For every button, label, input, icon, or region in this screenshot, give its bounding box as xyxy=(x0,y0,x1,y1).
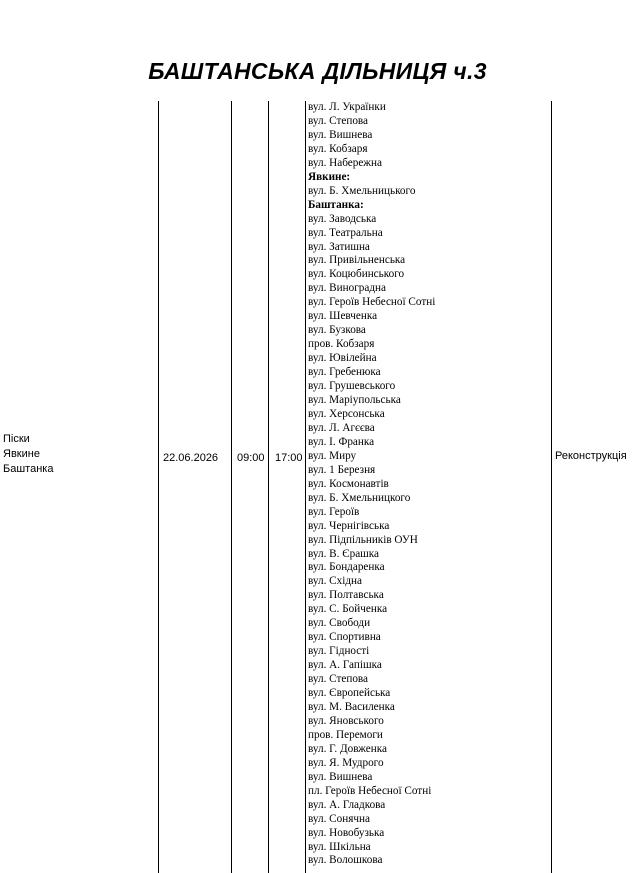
street-item: вул. Б. Хмельницкого xyxy=(308,491,411,504)
street-item: вул. Б. Хмельницького xyxy=(308,184,416,197)
street-item: вул. Підпільників ОУН xyxy=(308,533,418,546)
column-divider xyxy=(551,101,552,873)
settlement-name: Явкине xyxy=(3,448,40,460)
street-item: вул. Європейська xyxy=(308,687,391,700)
street-item: вул. М. Василенка xyxy=(308,700,395,713)
street-item: вул. Привільненська xyxy=(308,254,406,267)
start-time-cell: 09:00 xyxy=(237,452,265,464)
end-time-cell: 17:00 xyxy=(275,452,303,464)
streets-cell xyxy=(308,101,435,868)
settlement-name: Піски xyxy=(3,433,30,445)
street-item: вул. Л. Українки xyxy=(308,101,386,113)
column-divider xyxy=(305,101,306,873)
street-item: пров. Кобзаря xyxy=(308,338,375,351)
column-divider xyxy=(268,101,269,873)
settlements-cell xyxy=(3,432,53,477)
street-item: вул. Грушевського xyxy=(308,380,396,393)
street-item: вул. Степова xyxy=(308,673,369,686)
street-item: вул. 1 Березня xyxy=(308,463,376,476)
page-title: БАШТАНСЬКА ДІЛЬНИЦЯ ч.3 xyxy=(148,58,487,84)
street-item: вул. Героїв Небесної Сотні xyxy=(308,296,436,309)
street-item: вул. Сонячна xyxy=(308,812,370,825)
street-item: вул. Бондаренка xyxy=(308,561,385,574)
street-item: вул. Ювілейна xyxy=(308,352,377,365)
street-item: пл. Героїв Небесної Сотні xyxy=(308,784,432,797)
street-item: вул. Чернігівська xyxy=(308,519,390,532)
street-item: вул. Заводська xyxy=(308,212,377,225)
street-item: вул. А. Гапішка xyxy=(308,659,382,672)
street-item: вул. Бузкова xyxy=(308,324,366,337)
street-item: вул. Волошкова xyxy=(308,854,383,867)
street-item: пров. Перемоги xyxy=(308,728,383,741)
street-item: вул. Гідності xyxy=(308,645,370,658)
street-item: вул. Кобзаря xyxy=(308,142,368,155)
column-divider xyxy=(231,101,232,873)
reason-cell: Реконструкція xyxy=(555,450,627,462)
street-item: вул. Полтавська xyxy=(308,589,384,602)
street-item: вул. Шкільна xyxy=(308,840,371,853)
street-item: вул. Херсонська xyxy=(308,407,385,420)
locality-heading: Явкине: xyxy=(308,170,351,183)
column-divider xyxy=(158,101,159,873)
street-item: вул. Миру xyxy=(308,449,357,462)
settlement-name: Баштанка xyxy=(3,463,54,475)
street-item: вул. Гребенюка xyxy=(308,366,381,379)
locality-heading: Баштанка: xyxy=(308,198,364,211)
street-item: вул. Спортивна xyxy=(308,631,381,644)
street-item: вул. Степова xyxy=(308,114,369,127)
street-item: вул. Театральна xyxy=(308,226,383,239)
date-cell: 22.06.2026 xyxy=(163,452,219,464)
street-item: вул. Затишна xyxy=(308,240,370,253)
street-item: вул. Героїв xyxy=(308,505,360,518)
street-item: вул. І. Франка xyxy=(308,435,375,448)
street-item: вул. Космонавтів xyxy=(308,477,389,490)
street-item: вул. Вишнева xyxy=(308,770,373,783)
street-item: вул. Яновського xyxy=(308,714,384,727)
street-item: вул. Східна xyxy=(308,575,362,588)
street-item: вул. В. Єрашка xyxy=(308,547,380,560)
street-item: вул. А. Гладкова xyxy=(308,798,386,811)
street-item: вул. Виноградна xyxy=(308,282,387,295)
street-item: вул. Шевченка xyxy=(308,310,378,323)
street-item: вул. Л. Агєєва xyxy=(308,421,375,434)
street-item: вул. Я. Мудрого xyxy=(308,756,384,769)
street-item: вул. Коцюбинського xyxy=(308,268,405,281)
street-item: вул. С. Бойченка xyxy=(308,603,388,616)
street-item: вул. Вишнева xyxy=(308,128,373,141)
street-item: вул. Набережна xyxy=(308,156,382,169)
street-item: вул. Г. Довженка xyxy=(308,742,387,755)
street-item: вул. Маріупольська xyxy=(308,394,401,407)
street-item: вул. Свободи xyxy=(308,617,371,630)
street-item: вул. Новобузька xyxy=(308,826,385,839)
